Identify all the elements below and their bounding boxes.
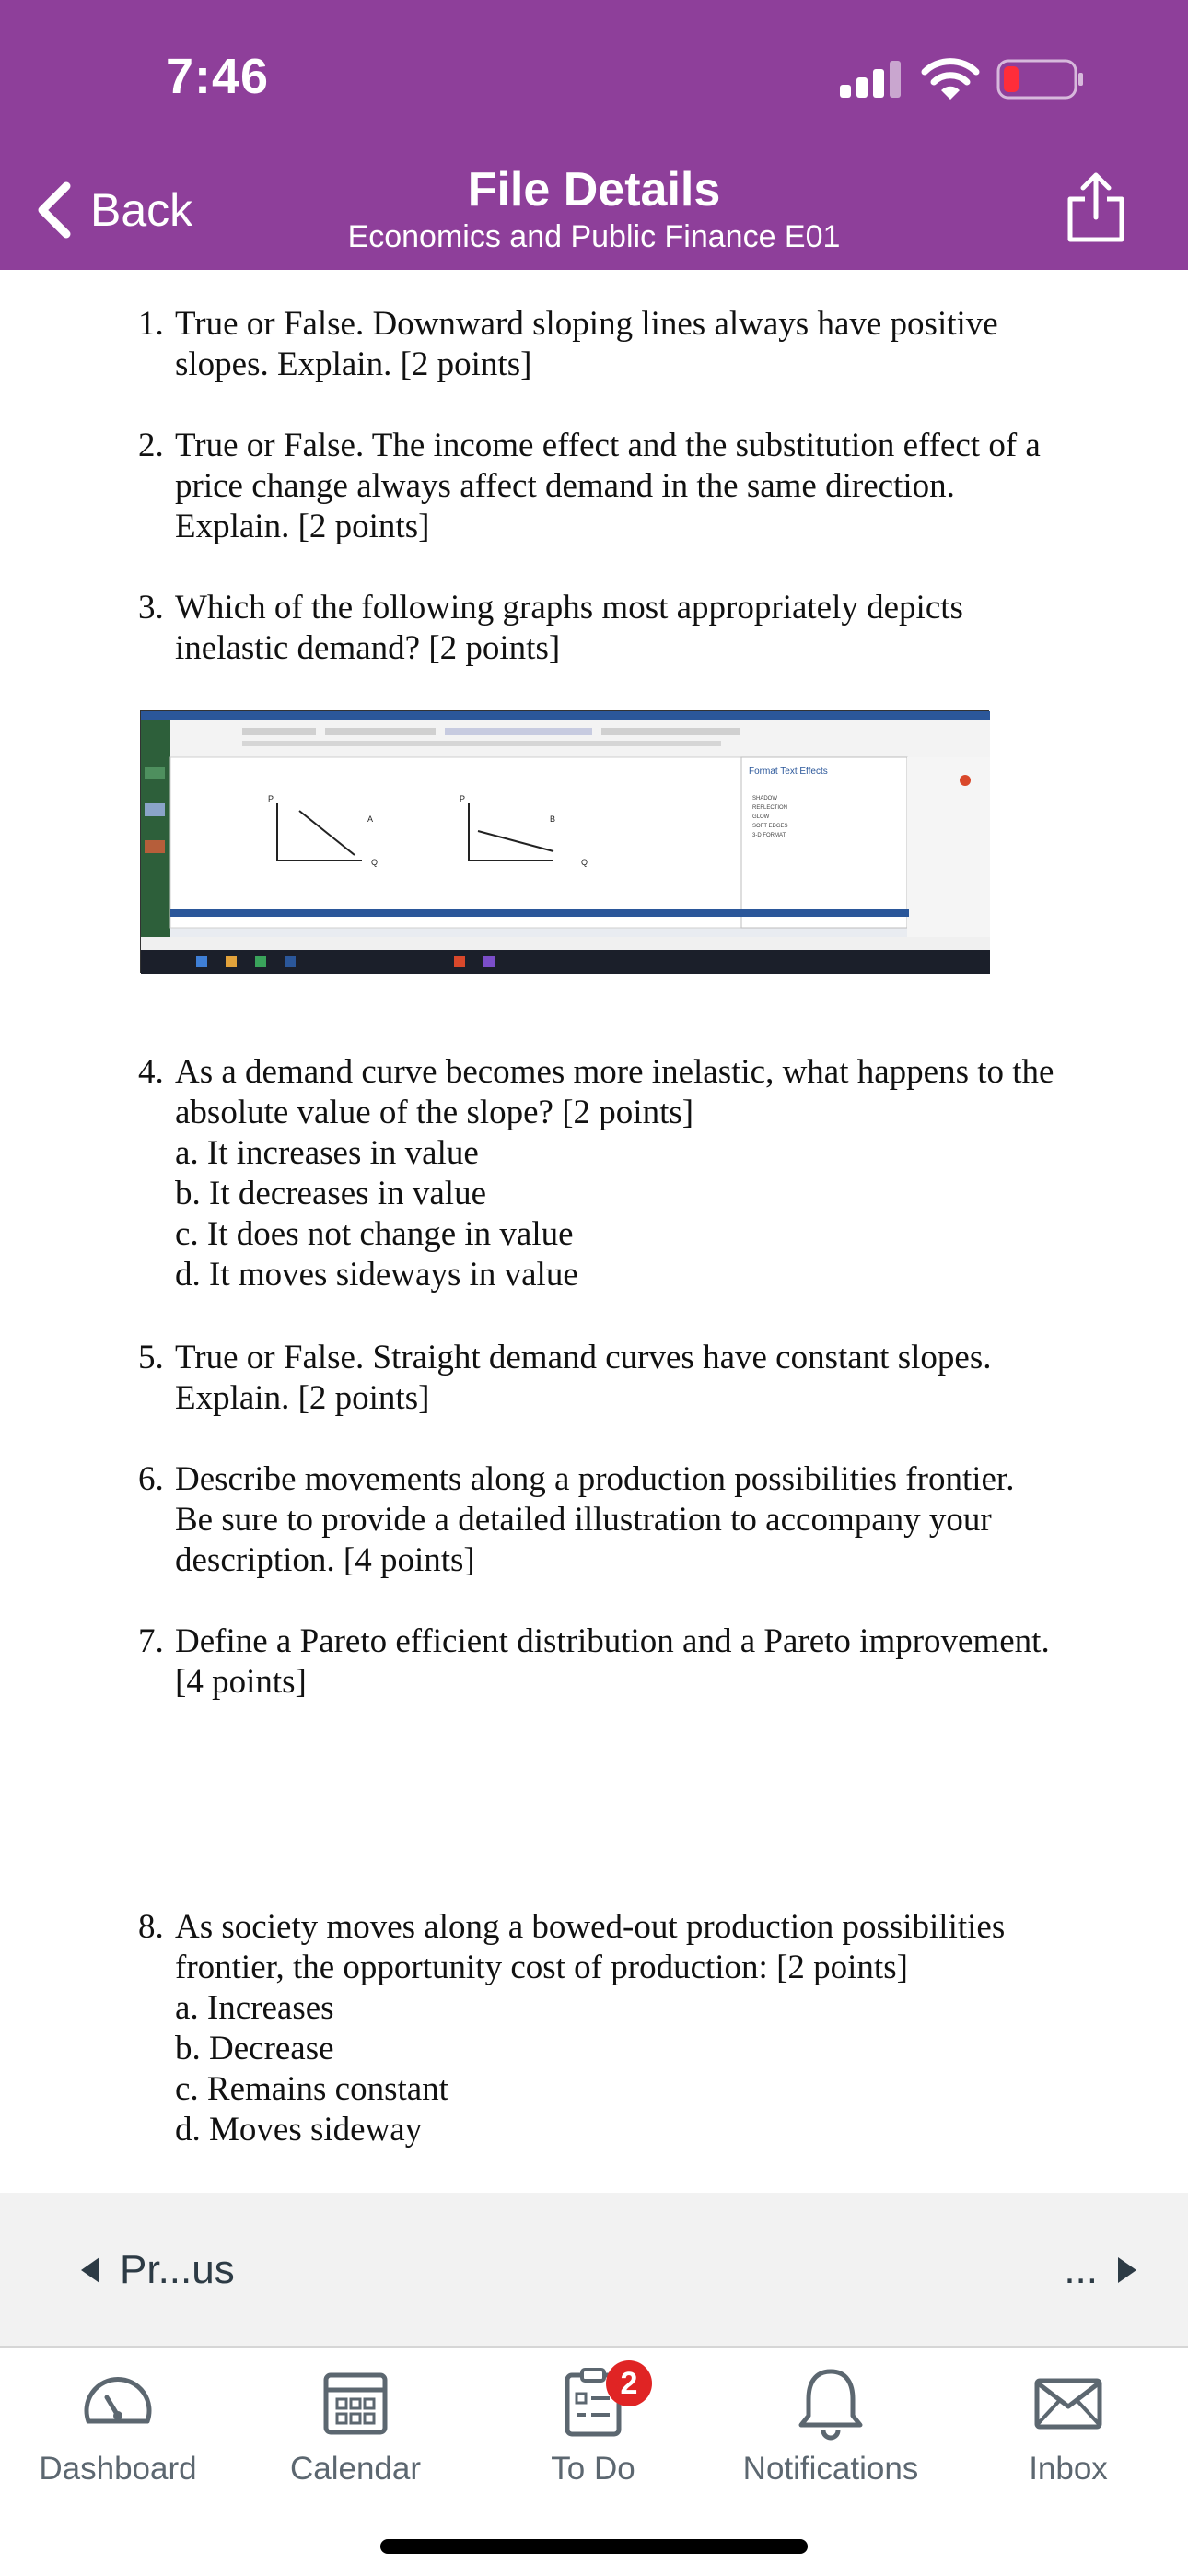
question-text: True or False. Straight demand curves have constant slopes. Explain. [2 points] — [175, 1339, 992, 1417]
wifi-icon — [921, 57, 980, 101]
mail-icon — [1030, 2364, 1107, 2441]
graph-label-b: B — [550, 814, 556, 824]
tab-todo[interactable] — [483, 2364, 704, 2502]
embedded-image-content — [141, 711, 990, 974]
question-text: True or False. Downward sloping lines always have positive slopes. Explain. [2 points] — [175, 305, 998, 383]
dashboard-icon — [79, 2364, 157, 2441]
triangle-right-icon — [1118, 2257, 1136, 2283]
answer-option: a. Increases — [175, 1989, 334, 2027]
previous-button[interactable] — [81, 2244, 235, 2296]
answer-option: b. It decreases in value — [175, 1175, 486, 1212]
bell-icon — [792, 2364, 869, 2441]
cellular-signal-icon — [840, 61, 903, 98]
question-7 — [138, 1622, 1059, 1703]
graph-axis-label: P — [268, 794, 274, 803]
next-button[interactable] — [1064, 2244, 1136, 2296]
question-text: As society moves along a bowed-out production possibilities frontier, the opportunity cost of production: [2 points] — [175, 1908, 1006, 1986]
answer-option: d. Moves sideway — [175, 2111, 423, 2149]
tab-inbox[interactable] — [958, 2364, 1179, 2502]
question-4 — [138, 1052, 1059, 1295]
question-number: 8. — [138, 1908, 164, 1946]
tab-dashboard[interactable] — [7, 2364, 228, 2502]
tab-label: Inbox — [1029, 2451, 1108, 2487]
tab-label: Calendar — [289, 2451, 422, 2487]
tab-label: Dashboard — [39, 2451, 197, 2487]
tab-label: To Do — [551, 2451, 635, 2487]
question-text: True or False. The income effect and the substitution effect of a price change always affect demand in the same direction. Explain. [2 points] — [175, 427, 1041, 545]
effect-item: GLOW — [752, 814, 770, 820]
question-text: As a demand curve becomes more inelastic, what happens to the absolute value of the slope? [2 points] — [175, 1053, 1054, 1131]
calendar-icon — [317, 2364, 394, 2441]
tab-label: Notifications — [742, 2451, 919, 2487]
effect-item: 3-D FORMAT — [752, 833, 786, 838]
status-time: 7:46 — [166, 49, 270, 104]
question-number: 7. — [138, 1622, 164, 1660]
graph-axis-label: P — [460, 794, 466, 803]
battery-low-icon — [996, 59, 1085, 100]
question-number: 4. — [138, 1053, 164, 1091]
question-1 — [138, 304, 1059, 385]
header-bar — [0, 0, 1188, 270]
effect-item: SOFT EDGES — [752, 824, 788, 829]
answer-option: d. It moves sideways in value — [175, 1256, 578, 1294]
format-pane-title: Format Text Effects — [749, 767, 828, 777]
question-3 — [138, 588, 1059, 669]
page-title: File Details — [467, 163, 721, 217]
question-number: 2. — [138, 427, 164, 464]
home-indicator[interactable] — [380, 2539, 808, 2554]
question-number: 3. — [138, 589, 164, 626]
answer-option: a. It increases in value — [175, 1134, 479, 1172]
question-text: Which of the following graphs most appropriately depicts inelastic demand? [2 points] — [175, 589, 963, 667]
graph-axis-label: Q — [371, 858, 379, 867]
effect-item: REFLECTION — [752, 805, 788, 811]
document-viewer[interactable] — [0, 270, 1188, 2193]
question-6 — [138, 1459, 1059, 1581]
question-text: Describe movements along a production possibilities frontier. Be sure to provide a detailed illustration to accompany your description. [4 points] — [175, 1460, 1015, 1579]
question-8 — [138, 1907, 1059, 2150]
page-subtitle: Economics and Public Finance E01 — [347, 219, 841, 254]
tab-calendar[interactable] — [245, 2364, 466, 2502]
previous-label: Pr...us — [120, 2247, 235, 2292]
question-number: 1. — [138, 305, 164, 343]
graph-label-a: A — [367, 814, 374, 824]
question-5 — [138, 1338, 1059, 1419]
todo-badge: 2 — [606, 2360, 652, 2406]
pager-bar — [0, 2193, 1188, 2348]
graph-axis-label: Q — [581, 858, 588, 867]
effect-item: SHADOW — [752, 796, 777, 802]
question-number: 6. — [138, 1460, 164, 1498]
tab-notifications[interactable] — [720, 2364, 941, 2502]
back-button-label: Back — [90, 184, 193, 236]
answer-option: c. Remains constant — [175, 2070, 448, 2108]
answer-option: c. It does not change in value — [175, 1215, 574, 1253]
answer-option: b. Decrease — [175, 2030, 334, 2067]
next-label: ... — [1064, 2247, 1098, 2292]
question-2 — [138, 426, 1059, 547]
share-icon[interactable] — [1063, 171, 1129, 245]
question-number: 5. — [138, 1339, 164, 1376]
embedded-screenshot-image — [140, 710, 989, 973]
triangle-left-icon — [81, 2257, 99, 2283]
question-text: Define a Pareto efficient distribution and a Pareto improvement. [4 points] — [175, 1622, 1050, 1701]
